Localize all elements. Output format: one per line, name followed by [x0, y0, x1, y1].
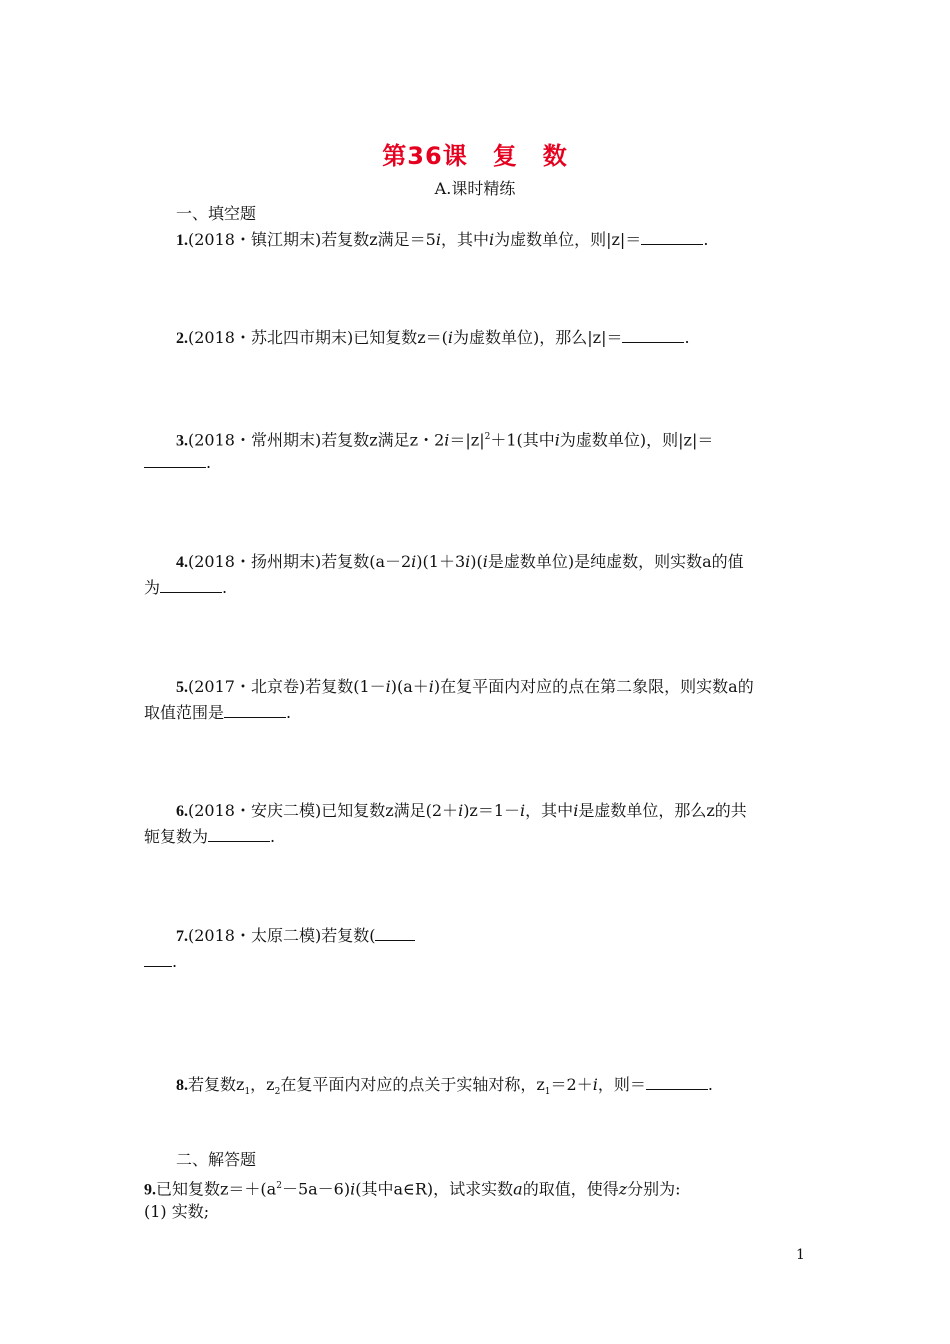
question-number: 5. — [176, 679, 188, 696]
question-text: . — [172, 952, 178, 971]
question-number: 1. — [176, 232, 188, 249]
question-number: 3. — [176, 432, 188, 450]
answer-blank[interactable] — [224, 703, 286, 718]
subscript: 1 — [544, 1087, 551, 1098]
imaginary-unit: i — [520, 801, 526, 820]
question-text: )( — [470, 552, 483, 571]
question-text: ＝2＋ — [550, 1075, 593, 1094]
imaginary-unit: i — [385, 677, 391, 696]
section-heading-fill-in: 一、填空题 — [176, 204, 257, 223]
imaginary-unit: i — [488, 230, 495, 249]
question-text: 分别为: — [627, 1179, 681, 1199]
question-text: . — [684, 328, 690, 347]
imaginary-unit: i — [428, 677, 434, 696]
question-text: ＋1(其中 — [490, 430, 555, 450]
imaginary-unit: i — [573, 801, 579, 820]
question-7-continued — [144, 950, 810, 974]
section-heading-answer: 二、解答题 — [176, 1150, 257, 1169]
question-text: (2018・镇江期末)若复数z满足＝5 — [188, 230, 436, 249]
question-2 — [176, 326, 810, 351]
imaginary-unit: i — [554, 430, 560, 450]
page-number: 1 — [796, 1247, 805, 1263]
question-9-part-1: (1) 实数; — [144, 1202, 210, 1221]
question-3 — [176, 425, 810, 453]
question-text: 为虚数单位)，那么|z|＝ — [453, 328, 623, 347]
question-text: ，z — [250, 1075, 275, 1094]
question-text: ，则＝ — [597, 1075, 646, 1094]
answer-blank[interactable] — [144, 453, 206, 468]
page-title: 第36课 复 数 — [382, 142, 568, 170]
question-text: )(1＋3 — [416, 552, 466, 571]
question-text: 若复数z — [188, 1075, 245, 1094]
question-text: (2018・常州期末)若复数z满足z・2 — [188, 430, 445, 450]
question-number: 8. — [176, 1077, 188, 1094]
question-text: )(a＋ — [390, 677, 429, 696]
subscript: 1 — [244, 1087, 251, 1098]
question-text: 为虚数单位)，则|z|＝ — [559, 430, 714, 450]
question-4-continued — [144, 576, 810, 600]
question-text: (2018・扬州期末)若复数(a－2 — [188, 552, 412, 571]
question-text: －5a－6) — [281, 1179, 351, 1199]
question-text: (其中a∈R)，试求实数 — [355, 1179, 514, 1199]
answer-blank[interactable] — [160, 578, 222, 593]
question-number: 7. — [176, 928, 188, 945]
question-text: 为虚数单位，则|z|＝ — [494, 230, 642, 249]
question-text: )z＝1－ — [463, 801, 521, 820]
question-text: 是虚数单位)是纯虚数，则实数a的值 — [487, 552, 744, 571]
imaginary-unit: i — [482, 552, 488, 571]
question-1 — [176, 228, 810, 253]
question-text: 的取值，使得 — [522, 1179, 619, 1199]
question-number: 9. — [144, 1181, 156, 1199]
answer-blank[interactable] — [208, 827, 270, 842]
answer-blank[interactable] — [144, 952, 172, 967]
section-subtitle: A.课时精练 — [434, 179, 516, 198]
question-text: . — [270, 827, 276, 846]
subscript: 2 — [274, 1087, 281, 1098]
question-text: 在复平面内对应的点关于实轴对称，z — [280, 1075, 545, 1094]
question-5-continued — [144, 701, 810, 725]
answer-blank[interactable] — [622, 328, 684, 343]
question-6 — [176, 799, 810, 824]
imaginary-unit: i — [458, 801, 464, 820]
imaginary-unit: i — [465, 552, 471, 571]
question-4 — [176, 550, 810, 575]
imaginary-unit: i — [447, 328, 454, 347]
question-text: . — [707, 1075, 713, 1094]
question-text: 是虚数单位，那么z的共 — [578, 801, 747, 820]
question-text: ，其中 — [440, 230, 489, 249]
question-text: (2018・苏北四市期末)已知复数z＝( — [188, 328, 448, 347]
question-text: ，其中 — [525, 801, 574, 820]
imaginary-unit: i — [592, 1075, 598, 1094]
question-text: . — [286, 703, 292, 722]
answer-blank[interactable] — [375, 926, 415, 941]
exponent: 2 — [276, 1181, 282, 1191]
question-text: . — [703, 230, 709, 249]
imaginary-unit: i — [350, 1179, 356, 1199]
question-text: . — [206, 453, 212, 472]
question-text: . — [222, 578, 228, 597]
variable: a — [513, 1179, 523, 1199]
question-text: 轭复数为 — [144, 827, 209, 846]
question-number: 2. — [176, 330, 188, 347]
question-text: 取值范围是 — [144, 703, 225, 722]
question-6-continued — [144, 825, 810, 849]
question-text: (2018・安庆二模)已知复数z满足(2＋ — [188, 801, 459, 820]
question-number: 6. — [176, 803, 188, 820]
question-text: )在复平面内对应的点在第二象限，则实数a的 — [433, 677, 754, 696]
question-text: (2017・北京卷)若复数(1－ — [188, 677, 386, 696]
question-text: 为 — [144, 578, 161, 597]
question-7 — [176, 924, 810, 949]
question-8 — [176, 1073, 810, 1104]
imaginary-unit: i — [444, 430, 450, 450]
question-text: ＝|z| — [449, 430, 485, 450]
question-text: 已知复数z＝＋(a — [156, 1179, 277, 1199]
question-3-continued — [144, 451, 810, 475]
question-5 — [176, 675, 810, 700]
imaginary-unit: i — [411, 552, 417, 571]
answer-blank[interactable] — [641, 230, 703, 245]
variable: z — [618, 1179, 628, 1199]
question-9 — [144, 1174, 810, 1202]
exponent: 2 — [484, 432, 491, 442]
imaginary-unit: i — [435, 230, 441, 249]
question-text: (2018・太原二模)若复数( — [188, 926, 376, 945]
answer-blank[interactable] — [646, 1075, 708, 1090]
question-number: 4. — [176, 554, 188, 571]
